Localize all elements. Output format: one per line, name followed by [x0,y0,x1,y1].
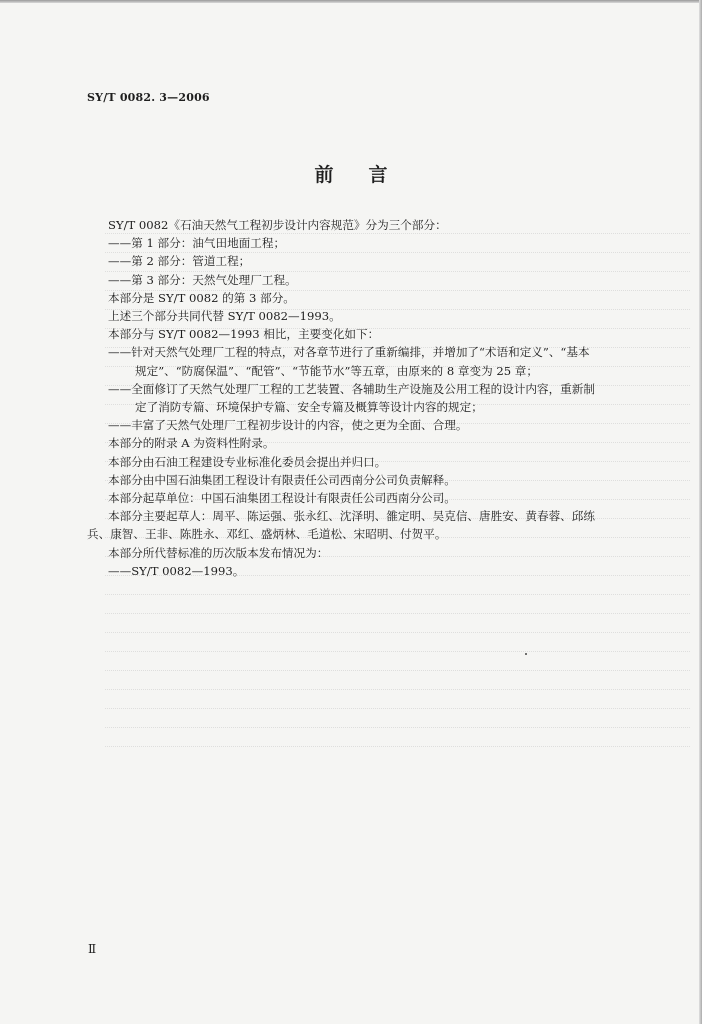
bleed-through-line [105,612,690,614]
list-item-continuation: 定了消防专篇、环境保护专篇、安全专篇及概算等设计内容的规定； [135,400,483,415]
page-number: Ⅱ [88,942,97,956]
paragraph: 本部分主要起草人：周平、陈运强、张永红、沈泽明、雒定明、吴克信、唐胜安、黄春蓉、邱练 [108,509,595,524]
list-item: ——针对天然气处理厂工程的特点，对各章节进行了重新编排，并增加了“术语和定义”、“基本 [108,345,590,360]
paragraph-continuation: 兵、康智、王非、陈胜永、邓红、盛炳林、毛道松、宋昭明、付贺平。 [87,527,447,542]
bleed-through-line [105,745,690,747]
paragraph: 本部分是 SY/T 0082 的第 3 部分。 [108,290,295,305]
list-item: ——第 2 部分：管道工程； [108,254,251,269]
list-item: ——SY/T 0082—1993。 [108,563,245,578]
scan-top-edge [0,0,702,3]
bleed-through-line [105,631,690,633]
scan-speck [525,653,527,655]
paragraph: 本部分由石油工程建设专业标准化委员会提出并归口。 [108,454,387,469]
paragraph: 上述三个部分共同代替 SY/T 0082—1993。 [108,309,341,324]
paragraph: SY/T 0082《石油天然气工程初步设计内容规范》分为三个部分： [108,218,447,232]
list-item: ——全面修订了天然气处理厂工程的工艺装置、各辅助生产设施及公用工程的设计内容，重新制 [108,381,595,396]
standard-number: SY/T 0082. 3—2006 [87,91,210,104]
page-title: 前言 [314,164,423,186]
bleed-through-line [105,650,690,652]
bleed-through-line [105,593,690,595]
list-item: ——丰富了天然气处理厂工程初步设计的内容，使之更为全面、合理。 [108,418,468,433]
bleed-through-line [105,726,690,728]
bleed-through-line [105,688,690,690]
bleed-through-line [105,669,690,671]
paragraph: 本部分由中国石油集团工程设计有限责任公司西南分公司负责解释。 [108,472,456,487]
list-item-continuation: 规定”、“防腐保温”、“配管”、“节能节水”等五章，由原来的 8 章变为 25 章； [135,363,538,378]
bleed-through-line [105,707,690,709]
paragraph: 本部分与 SY/T 0082—1993 相比，主要变化如下： [108,327,380,342]
list-item: ——第 1 部分：油气田地面工程； [108,236,286,251]
list-item: ——第 3 部分：天然气处理厂工程。 [108,272,297,287]
paragraph: 本部分所代替标准的历次版本发布情况为： [108,545,329,560]
paragraph: 本部分的附录 A 为资料性附录。 [108,436,275,451]
paragraph: 本部分起草单位：中国石油集团工程设计有限责任公司西南分公司。 [108,491,456,506]
foreword-body [87,216,677,580]
